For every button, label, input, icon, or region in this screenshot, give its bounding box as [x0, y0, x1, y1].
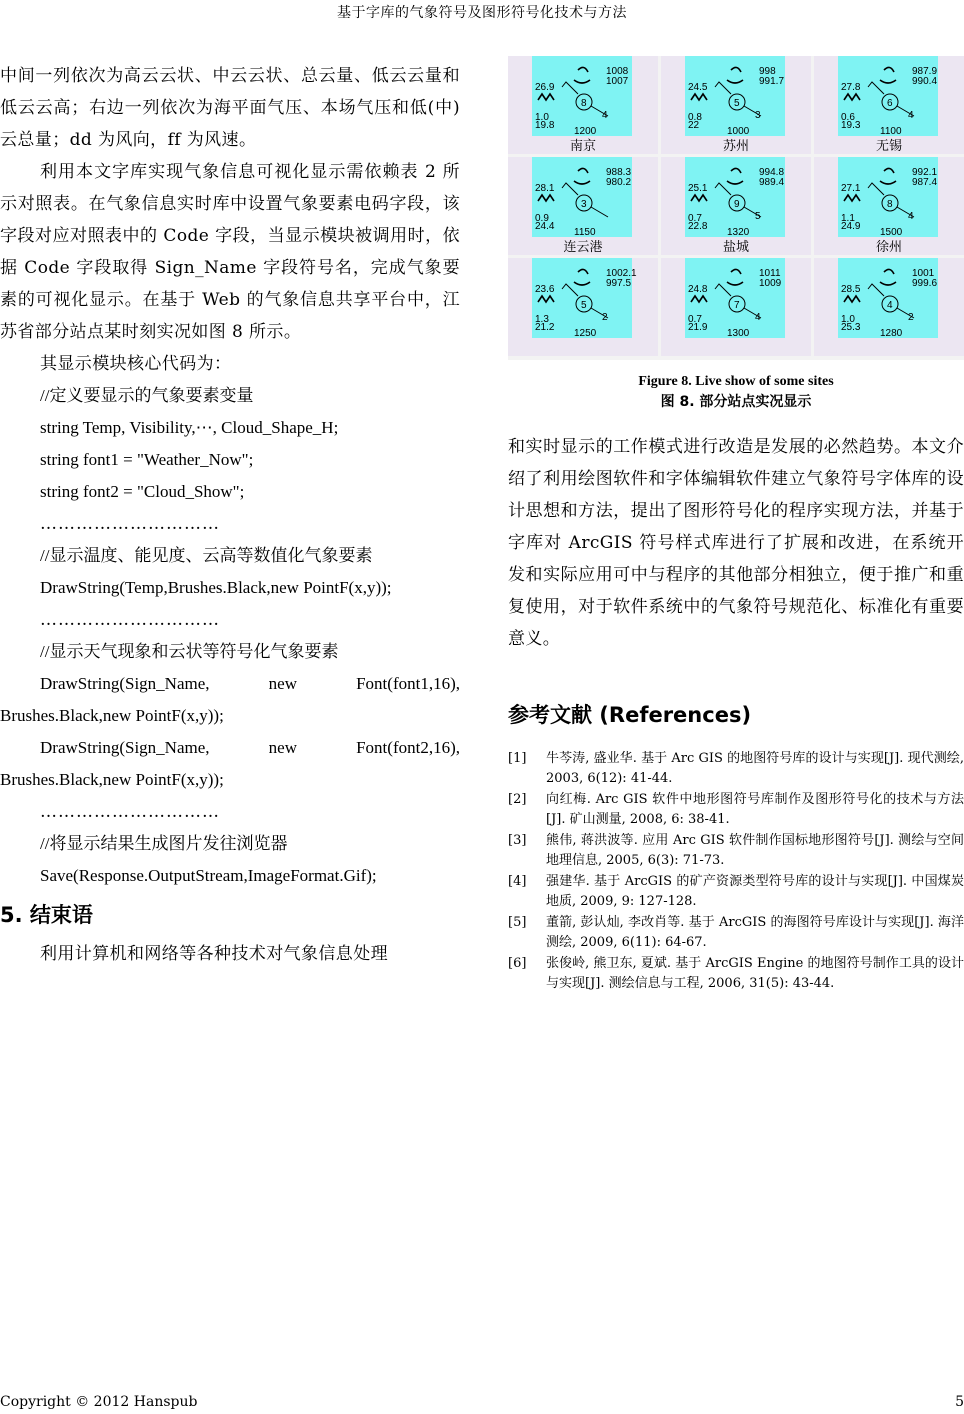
paragraph: 利用本文字库实现气象信息可视化显示需依赖表 2 所示对照表。在气象信息实时库中设置气象要素电码字段，该字段对应对照表中的 Code 字段，当显示模块被调用时，依据 Code 字段取得 Sign_Name 字段符号名，完成气象要素的可视化显示。在基于 Web 的气象信息共享平台中，江苏省部分站点某时刻实况如图 8 所示。 — [0, 162, 460, 342]
total-cloud-value: 8 — [887, 199, 893, 210]
code-comment: //定义要显示的气象要素变量 — [40, 386, 254, 405]
station-plot — [661, 258, 811, 356]
dewpoint-value: 25.3 — [841, 322, 861, 333]
reference-item — [508, 954, 964, 994]
visibility-value: 0.6 — [841, 112, 855, 123]
low-cloud-value: 2 — [602, 312, 608, 323]
paragraph: 和实时显示的工作模式进行改造是发展的必然趋势。本文介绍了利用绘图软件和字体编辑软件建立气象符号字体库的设计思想和方法，提出了图形符号化的程序实现方法，并基于字库对 ArcGIS 符号样式库进行了扩展和改进，在系统开发和实际应用可中与程序的其他部分相独立，便于推广和重复使用，对于软件系统中的气象符号规范化、标准化有重要意义。 — [508, 437, 964, 649]
visibility-value: 1.3 — [535, 314, 549, 325]
code-ellipsis: ………………………… — [40, 514, 220, 534]
dewpoint-value: 21.9 — [688, 322, 708, 333]
station-model — [661, 258, 811, 356]
temperature-value: 23.6 — [535, 284, 555, 295]
sea-pressure-value: 988.3 — [606, 167, 632, 178]
temperature-value: 25.1 — [688, 183, 708, 194]
station-name: 南京 — [569, 139, 596, 154]
reference-number: [1] — [508, 751, 527, 766]
temperature-value: 26.9 — [535, 82, 555, 93]
total-cloud-value: 6 — [887, 98, 893, 109]
visibility-value: 1.1 — [841, 213, 855, 224]
sea-pressure-value: 987.9 — [912, 66, 938, 77]
sea-pressure-value: 1002.1 — [606, 268, 637, 279]
station-pressure-value: 997.5 — [606, 278, 632, 289]
low-cloud-value: 4 — [755, 312, 761, 323]
reference-number: [4] — [508, 874, 527, 889]
station-plot — [814, 157, 964, 255]
temperature-value: 28.5 — [841, 284, 861, 295]
station-model — [508, 258, 658, 356]
cloud-height-value: 1000 — [727, 126, 750, 137]
cloud-height-value: 1150 — [574, 227, 596, 238]
station-pressure-value: 1007 — [606, 76, 629, 87]
cloud-height-value: 1280 — [880, 328, 903, 339]
cloud-height-value: 1500 — [880, 227, 903, 238]
station-plot — [661, 157, 811, 255]
sea-pressure-value: 998 — [759, 66, 776, 77]
station-plot — [508, 258, 658, 356]
section-heading: 5. 结束语 — [0, 903, 93, 927]
cloud-height-value: 1100 — [880, 126, 902, 137]
visibility-value: 0.7 — [688, 314, 702, 325]
total-cloud-value: 4 — [887, 300, 893, 311]
reference-number: [6] — [508, 956, 527, 971]
temperature-value: 24.8 — [688, 284, 708, 295]
reference-number: [5] — [508, 915, 527, 930]
sea-pressure-value: 1001 — [912, 268, 935, 279]
total-cloud-value: 5 — [581, 300, 587, 311]
reference-text: 向红梅. Arc GIS 软件中地形图符号库制作及图形符号化的技术与方法[J]. 矿山测量, 2008, 6: 38-41. — [546, 792, 964, 827]
station-plot — [661, 56, 811, 154]
code-ellipsis: ………………………… — [40, 802, 220, 822]
code-line: DrawString(Temp,Brushes.Black,new PointF(x,y)); — [40, 578, 392, 597]
station-name: 无锡 — [875, 139, 902, 154]
visibility-value: 1.0 — [535, 112, 549, 123]
copyright: Copyright © 2012 Hanspub — [0, 1394, 198, 1410]
reference-item — [508, 790, 964, 830]
total-cloud-value: 3 — [581, 199, 587, 210]
reference-text: 张俊岭, 熊卫东, 夏斌. 基于 ArcGIS Engine 的地图符号制作工具的设计与实现[J]. 测绘信息与工程, 2006, 31(5): 43-44. — [546, 956, 964, 991]
visibility-value: 0.7 — [688, 213, 702, 224]
station-plot — [814, 258, 964, 356]
reference-item — [508, 831, 964, 871]
visibility-value: 0.9 — [535, 213, 549, 224]
station-pressure-value: 990.4 — [912, 76, 938, 87]
sea-pressure-value: 994.8 — [759, 167, 785, 178]
cloud-height-value: 1300 — [727, 328, 750, 339]
paragraph: 其显示模块核心代码为： — [40, 354, 232, 374]
station-pressure-value: 1009 — [759, 278, 782, 289]
visibility-value: 1.0 — [841, 314, 855, 325]
code-comment: //将显示结果生成图片发往浏览器 — [40, 834, 288, 853]
total-cloud-value: 5 — [734, 98, 740, 109]
code-line: DrawString(Sign_Name, new Font(font2,16), Brushes.Black,new PointF(x,y)); — [0, 738, 460, 789]
code-line: string Temp, Visibility,⋯, Cloud_Shape_H; — [40, 418, 339, 437]
reference-number: [3] — [508, 833, 527, 848]
total-cloud-value: 8 — [581, 98, 587, 109]
temperature-value: 27.1 — [841, 183, 861, 194]
reference-text: 董箭, 彭认灿, 李改肖等. 基于 ArcGIS 的海图符号库设计与实现[J]. 海洋测绘, 2009, 6(11): 64-67. — [546, 915, 964, 950]
figure-caption-zh: 图 8. 部分站点实况显示 — [660, 394, 812, 410]
cloud-height-value: 1250 — [574, 328, 597, 339]
temperature-value: 27.8 — [841, 82, 861, 93]
visibility-value: 0.8 — [688, 112, 702, 123]
dewpoint-value: 24.4 — [535, 221, 555, 232]
code-line: DrawString(Sign_Name, new Font(font1,16), Brushes.Black,new PointF(x,y)); — [0, 674, 460, 725]
dewpoint-value: 19.8 — [535, 120, 555, 131]
cloud-height-value: 1320 — [727, 227, 750, 238]
station-name: 苏州 — [722, 139, 749, 154]
station-plot — [508, 157, 658, 255]
reference-text: 牛芩涛, 盛业华. 基于 Arc GIS 的地图符号库的设计与实现[J]. 现代测绘, 2003, 6(12): 41-44. — [546, 751, 964, 786]
dewpoint-value: 22.8 — [688, 221, 708, 232]
code-line: string font2 = "Cloud_Show"; — [40, 482, 245, 501]
code-comment: //显示温度、能见度、云高等数值化气象要素 — [40, 546, 373, 565]
reference-item — [508, 749, 964, 789]
station-plot — [508, 56, 658, 154]
code-line: string font1 = "Weather_Now"; — [40, 450, 254, 469]
low-cloud-value: 5 — [755, 211, 761, 222]
station-pressure-value: 980.2 — [606, 177, 632, 188]
cloud-height-value: 1200 — [574, 126, 597, 137]
station-pressure-value: 999.6 — [912, 278, 938, 289]
total-cloud-value: 7 — [734, 300, 740, 311]
sea-pressure-value: 1008 — [606, 66, 629, 77]
low-cloud-value: 4 — [602, 110, 608, 121]
reference-number: [2] — [508, 792, 527, 807]
dewpoint-value: 19.3 — [841, 120, 861, 131]
left-column — [0, 60, 460, 970]
station-figure — [508, 56, 964, 360]
dewpoint-value: 22 — [688, 120, 700, 131]
sea-pressure-value: 1011 — [759, 268, 781, 279]
references-heading: 参考文献 (References) — [508, 703, 752, 727]
reference-item — [508, 913, 964, 953]
station-pressure-value: 989.4 — [759, 177, 785, 188]
reference-list — [508, 749, 964, 994]
code-ellipsis: ………………………… — [40, 610, 220, 630]
temperature-value: 28.1 — [535, 183, 555, 194]
reference-text: 熊伟, 蒋洪波等. 应用 Arc GIS 软件制作国标地形图符号[J]. 测绘与空间地理信息, 2005, 6(3): 71-73. — [546, 833, 964, 868]
reference-text: 强建华. 基于 ArcGIS 的矿产资源类型符号库的设计与实现[J]. 中国煤炭地质, 2009, 9: 127-128. — [546, 874, 964, 909]
station-name: 连云港 — [563, 240, 603, 255]
low-cloud-value: 2 — [908, 312, 914, 323]
station-plot — [814, 56, 964, 154]
right-column — [508, 56, 964, 995]
low-cloud-value: 4 — [908, 110, 914, 121]
low-cloud-value: 3 — [755, 110, 761, 121]
sea-pressure-value: 992.1 — [912, 167, 938, 178]
dewpoint-value: 24.9 — [841, 221, 861, 232]
figure-caption-en: Figure 8. Live show of some sites — [638, 374, 834, 389]
total-cloud-value: 9 — [734, 199, 740, 210]
station-name: 盐城 — [722, 240, 749, 255]
station-pressure-value: 991.7 — [759, 76, 785, 87]
station-name: 徐州 — [875, 240, 902, 255]
page-number: 5 — [955, 1394, 964, 1410]
station-pressure-value: 987.4 — [912, 177, 938, 188]
code-line: Save(Response.OutputStream,ImageFormat.Gif); — [40, 866, 377, 885]
running-title: 基于字库的气象符号及图形符号化技术与方法 — [337, 5, 627, 21]
code-comment: //显示天气现象和云状等符号化气象要素 — [40, 642, 339, 661]
paragraph: 利用计算机和网络等各种技术对气象信息处理 — [40, 944, 388, 964]
dewpoint-value: 21.2 — [535, 322, 555, 333]
paragraph: 中间一列依次为高云云状、中云云状、总云量、低云云量和低云云高；右边一列依次为海平面气压、本场气压和低(中)云总量；dd 为风向，ff 为风速。 — [0, 66, 460, 150]
reference-item — [508, 872, 964, 912]
temperature-value: 24.5 — [688, 82, 708, 93]
low-cloud-value: 4 — [908, 211, 914, 222]
station-model — [814, 258, 964, 356]
